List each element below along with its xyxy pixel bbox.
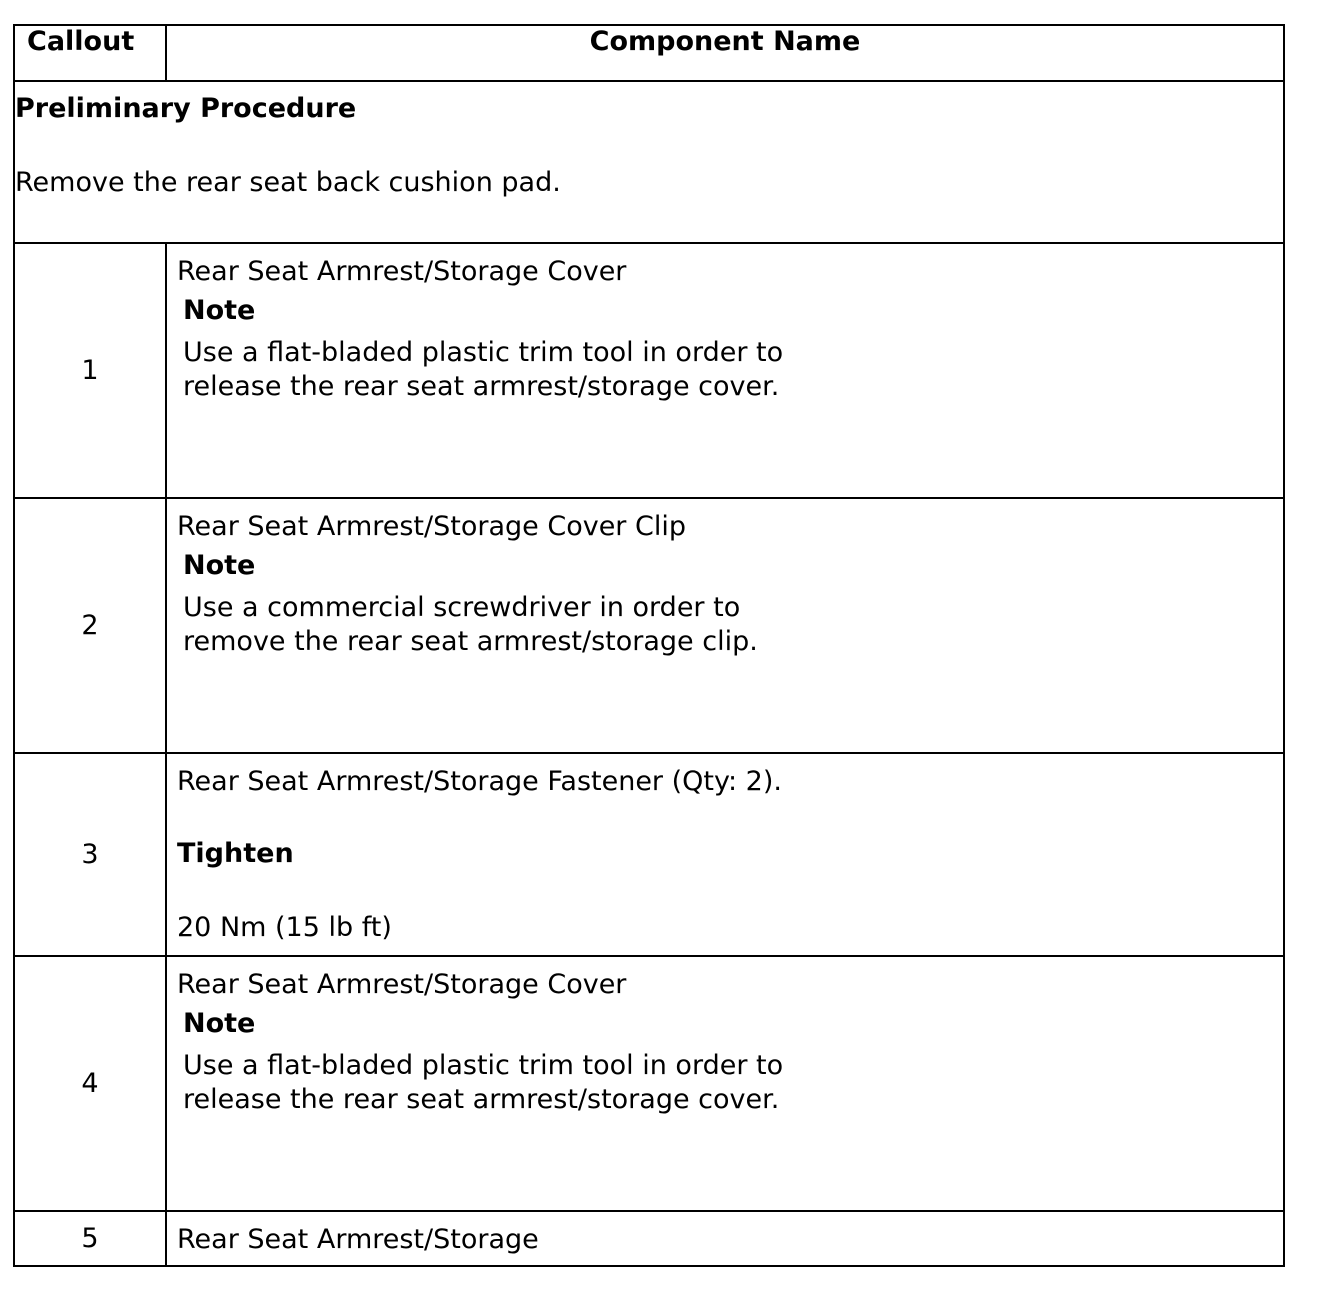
note-label: Note [183,295,256,326]
callout-number: 5 [14,1211,166,1266]
component-cell [166,243,1284,498]
note-label: Note [183,1008,256,1039]
note-text: Use a flat-bladed plastic trim tool in order to release the rear seat armrest/storage cover. [183,1050,784,1115]
table-row [14,956,1284,1211]
callout-number: 1 [14,243,166,498]
tighten-label: Tighten [177,838,294,869]
component-cell [166,1211,1284,1266]
callout-number: 3 [14,753,166,956]
callout-column-header: Callout [14,25,166,81]
callout-number: 4 [14,956,166,1211]
preliminary-procedure-text: Remove the rear seat back cushion pad. [15,167,561,198]
preliminary-procedure-row [14,81,1284,243]
component-cell [166,498,1284,753]
table-row [14,753,1284,956]
component-name: Rear Seat Armrest/Storage Fastener (Qty: 2). [177,766,782,797]
callout-number: 2 [14,498,166,753]
component-name-column-header: Component Name [166,25,1284,81]
table-row [14,243,1284,498]
component-name: Rear Seat Armrest/Storage Cover [177,256,627,287]
preliminary-procedure-cell [14,81,1284,243]
component-name: Rear Seat Armrest/Storage [177,1224,539,1255]
component-cell [166,956,1284,1211]
table-row [14,498,1284,753]
note-text: Use a commercial screwdriver in order to remove the rear seat armrest/storage clip. [183,592,758,657]
torque-value: 20 Nm (15 lb ft) [177,912,392,943]
component-name: Rear Seat Armrest/Storage Cover Clip [177,511,686,542]
table-row [14,1211,1284,1266]
preliminary-procedure-title: Preliminary Procedure [15,93,357,124]
note-text: Use a flat-bladed plastic trim tool in order to release the rear seat armrest/storage cover. [183,337,784,402]
note-label: Note [183,550,256,581]
component-cell [166,753,1284,956]
procedure-table [13,24,1285,1267]
component-name: Rear Seat Armrest/Storage Cover [177,969,627,1000]
table-header-row [14,25,1284,81]
